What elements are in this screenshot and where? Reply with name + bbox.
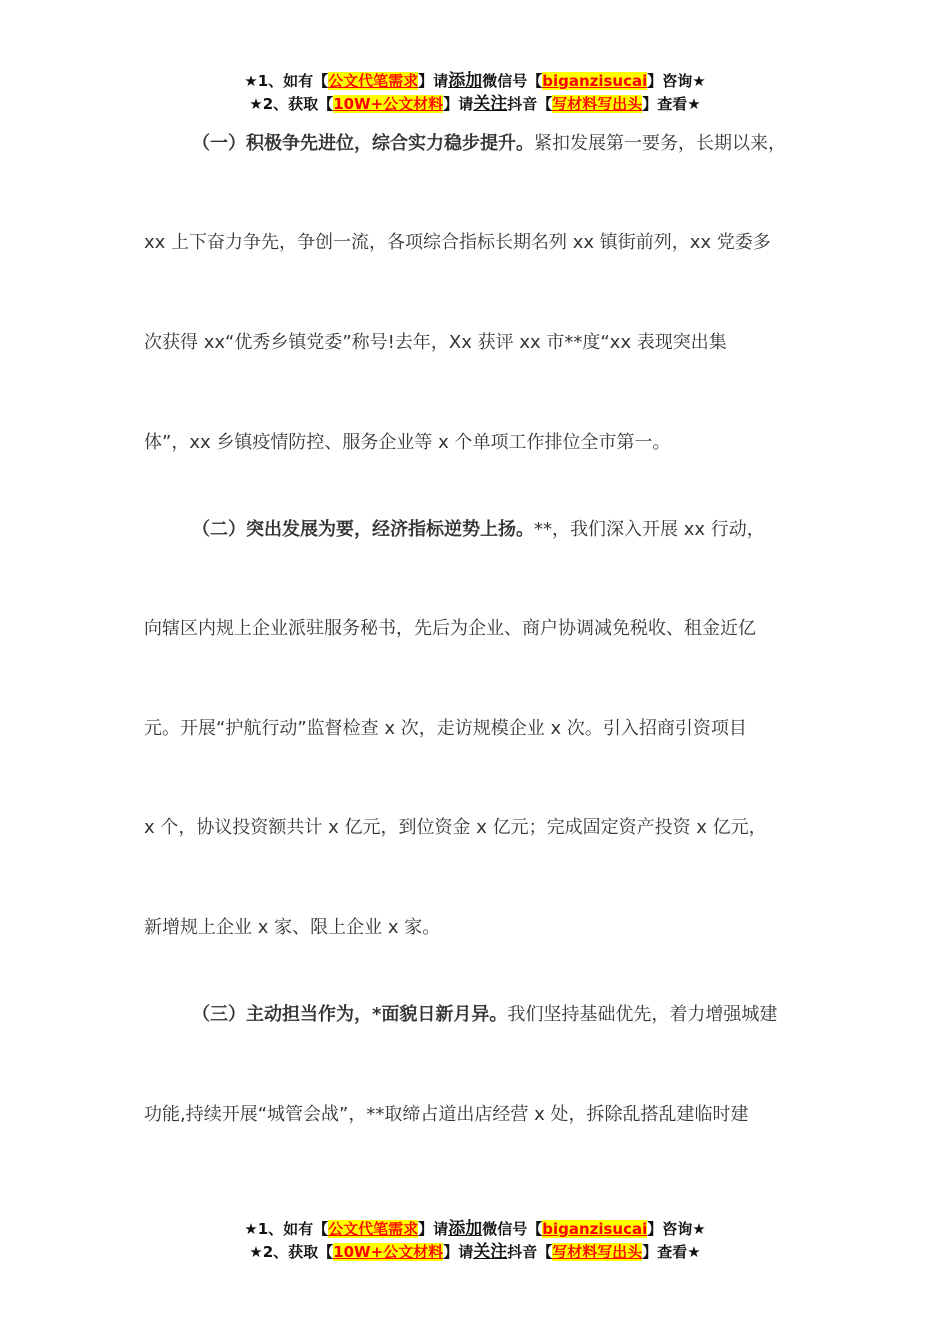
top-banner bbox=[0, 70, 950, 116]
banner-line-2: ★2、获取【10W+公文材料】请关注抖音【写材料写出头】查看★ bbox=[249, 1242, 701, 1262]
highlight-materials: 10W+公文材料 bbox=[333, 95, 444, 113]
banner-line-2: ★2、获取【10W+公文材料】请关注抖音【写材料写出头】查看★ bbox=[249, 94, 701, 114]
paragraph-1-line-1: （一）积极争先进位，综合实力稳步提升。紧扣发展第一要务，长期以来， bbox=[192, 133, 786, 154]
paragraph-2-line-2: 向辖区内规上企业派驻服务秘书，先后为企业、商户协调减免税收、租金近亿 bbox=[144, 618, 756, 639]
douyin-account: 写材料写出头 bbox=[552, 95, 643, 113]
paragraph-1-heading: （一）积极争先进位，综合实力稳步提升。 bbox=[192, 133, 534, 154]
emphasis-follow: 关注 bbox=[473, 1242, 508, 1262]
paragraph-2-line-5: 新增规上企业 x 家、限上企业 x 家。 bbox=[144, 917, 441, 938]
paragraph-1-line-2: xx 上下奋力争先，争创一流，各项综合指标长期名列 xx 镇街前列，xx 党委多 bbox=[144, 232, 771, 253]
highlight-materials: 10W+公文材料 bbox=[333, 1243, 444, 1261]
highlight-service: 公文代笔需求 bbox=[328, 72, 419, 90]
highlight-service: 公文代笔需求 bbox=[328, 1220, 419, 1238]
paragraph-2-line-1: （二）突出发展为要，经济指标逆势上扬。**，我们深入开展 xx 行动， bbox=[192, 519, 765, 540]
paragraph-3-line-2: 功能,持续开展“城管会战”，**取缔占道出店经营 x 处，拆除乱搭乱建临时建 bbox=[144, 1104, 749, 1125]
banner-line-1: ★1、如有【公文代笔需求】请添加微信号【biganzisucai】咨询★ bbox=[244, 71, 706, 91]
douyin-account: 写材料写出头 bbox=[552, 1243, 643, 1261]
bottom-banner bbox=[0, 1218, 950, 1264]
paragraph-2-line-4: x 个，协议投资额共计 x 亿元，到位资金 x 亿元；完成固定资产投资 x 亿元， bbox=[144, 817, 767, 838]
wechat-id: biganzisucai bbox=[542, 1220, 648, 1238]
paragraph-2-line-3: 元。开展“护航行动”监督检查 x 次，走访规模企业 x 次。引入招商引资项目 bbox=[144, 718, 747, 739]
paragraph-1-line-3: 次获得 xx“优秀乡镇党委”称号!去年，Xx 获评 xx 市**度“xx 表现突出集 bbox=[144, 332, 727, 353]
paragraph-3-line-1: （三）主动担当作为，*面貌日新月异。我们坚持基础优先，着力增强城建 bbox=[192, 1004, 778, 1025]
banner-line-1: ★1、如有【公文代笔需求】请添加微信号【biganzisucai】咨询★ bbox=[244, 1219, 706, 1239]
paragraph-2-heading: （二）突出发展为要，经济指标逆势上扬。 bbox=[192, 519, 534, 540]
emphasis-add: 添加 bbox=[448, 71, 483, 91]
emphasis-add: 添加 bbox=[448, 1219, 483, 1239]
paragraph-1-line-4: 体”，xx 乡镇疫情防控、服务企业等 x 个单项工作排位全市第一。 bbox=[144, 432, 671, 453]
paragraph-3-heading: （三）主动担当作为，*面貌日新月异。 bbox=[192, 1004, 508, 1025]
emphasis-follow: 关注 bbox=[473, 94, 508, 114]
wechat-id: biganzisucai bbox=[542, 72, 648, 90]
